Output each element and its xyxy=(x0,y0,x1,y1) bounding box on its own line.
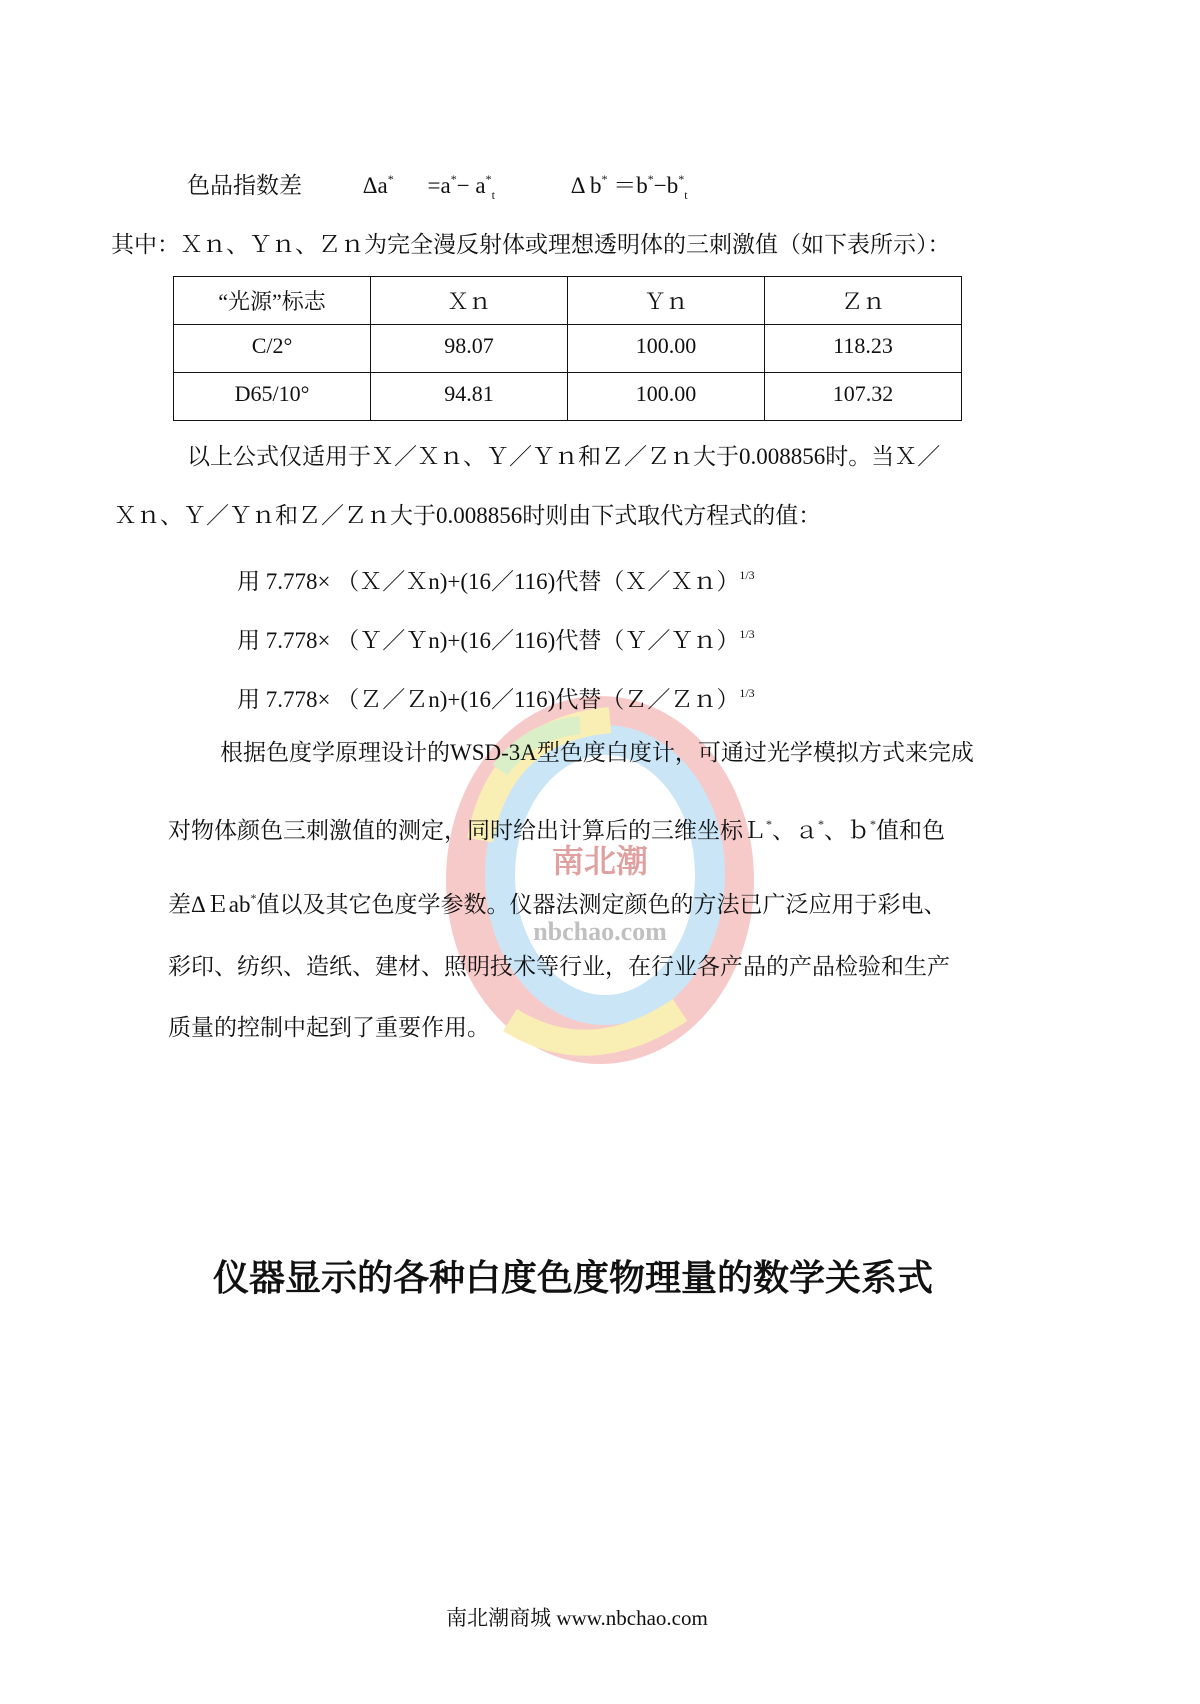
table-row xyxy=(174,373,962,421)
formula-label: 色品指数差 xyxy=(187,173,302,198)
para2-line1: 根据色度学原理设计的WSD-3A型色度白度计，可通过光学模拟方式来完成 xyxy=(220,740,974,765)
table-header: Ｚｎ xyxy=(765,277,962,325)
para2-line5: 质量的控制中起到了重要作用。 xyxy=(168,1015,490,1040)
table-cell: 94.81 xyxy=(371,373,568,421)
para2-line4: 彩印、纺织、造纸、建材、照明技术等行业，在行业各产品的产品检验和生产 xyxy=(168,954,950,979)
table-header: Ｙｎ xyxy=(568,277,765,325)
table-header: Ｘｎ xyxy=(371,277,568,325)
watermark-cn: 南北潮 xyxy=(551,843,648,879)
table-cell: 100.00 xyxy=(568,325,765,373)
table-cell: D65/10° xyxy=(174,373,371,421)
watermark-en: nbchao.com xyxy=(533,917,667,946)
substitution-y: 用 7.778× （Ｙ／Ｙn)+(16／116)代替（Ｙ／Ｙｎ）$^{1/3}$ xyxy=(237,627,755,653)
substitution-z: 用 7.778× （Ｚ／Ｚn)+(16／116)代替（Ｚ／Ｚｎ）$^{1/3}$ xyxy=(237,686,755,712)
where-line: 其中：Ｘｎ、Ｙｎ、Ｚｎ为完全漫反射体或理想透明体的三刺激值（如下表所示）： xyxy=(111,232,951,257)
delta-b-rhs: $=b^*-b^*_t$ xyxy=(613,172,688,202)
table-row xyxy=(174,325,962,373)
para2-line3: 差ΔＥab*值以及其它色度学参数。仪器法测定颜色的方法已广泛应用于彩电、 xyxy=(168,891,947,917)
table-cell: 118.23 xyxy=(765,325,962,373)
section-heading: 仪器显示的各种白度色度物理量的数学关系式 xyxy=(213,1258,934,1299)
substitution-x: 用 7.778× （Ｘ／Ｘn)+(16／116)代替（Ｘ／Ｘｎ）$^{1/3}$ xyxy=(237,568,755,594)
table-cell: 98.07 xyxy=(371,325,568,373)
color-index-formula xyxy=(187,164,688,210)
table-cell: C/2° xyxy=(174,325,371,373)
table-cell: 107.32 xyxy=(765,373,962,421)
tristimulus-table xyxy=(173,276,962,421)
para1-line1: 以上公式仅适用于Ｘ／Ｘｎ、Ｙ／Ｙｎ和Ｚ／Ｚｎ大于0.008856时。当Ｘ／ xyxy=(187,444,941,469)
delta-a: Δa* xyxy=(362,172,394,198)
table-header: “光源”标志 xyxy=(174,277,371,325)
table-cell: 100.00 xyxy=(568,373,765,421)
para1-line2: Ｘｎ、Ｙ／Ｙｎ和Ｚ／Ｚｎ大于0.008856时则由下式取代方程式的值： xyxy=(114,503,822,528)
footer-site: 南北潮商城 www.nbchao.com xyxy=(446,1606,708,1630)
table-header-row xyxy=(174,277,962,325)
delta-a-rhs: $=a^*- a^*_t$ xyxy=(427,172,495,202)
delta-b: Δ b* xyxy=(570,172,608,198)
para2-line2: 对物体颜色三刺激值的测定，同时给出计算后的三维坐标Ｌ*、ａ*、ｂ*值和色 xyxy=(168,817,945,843)
